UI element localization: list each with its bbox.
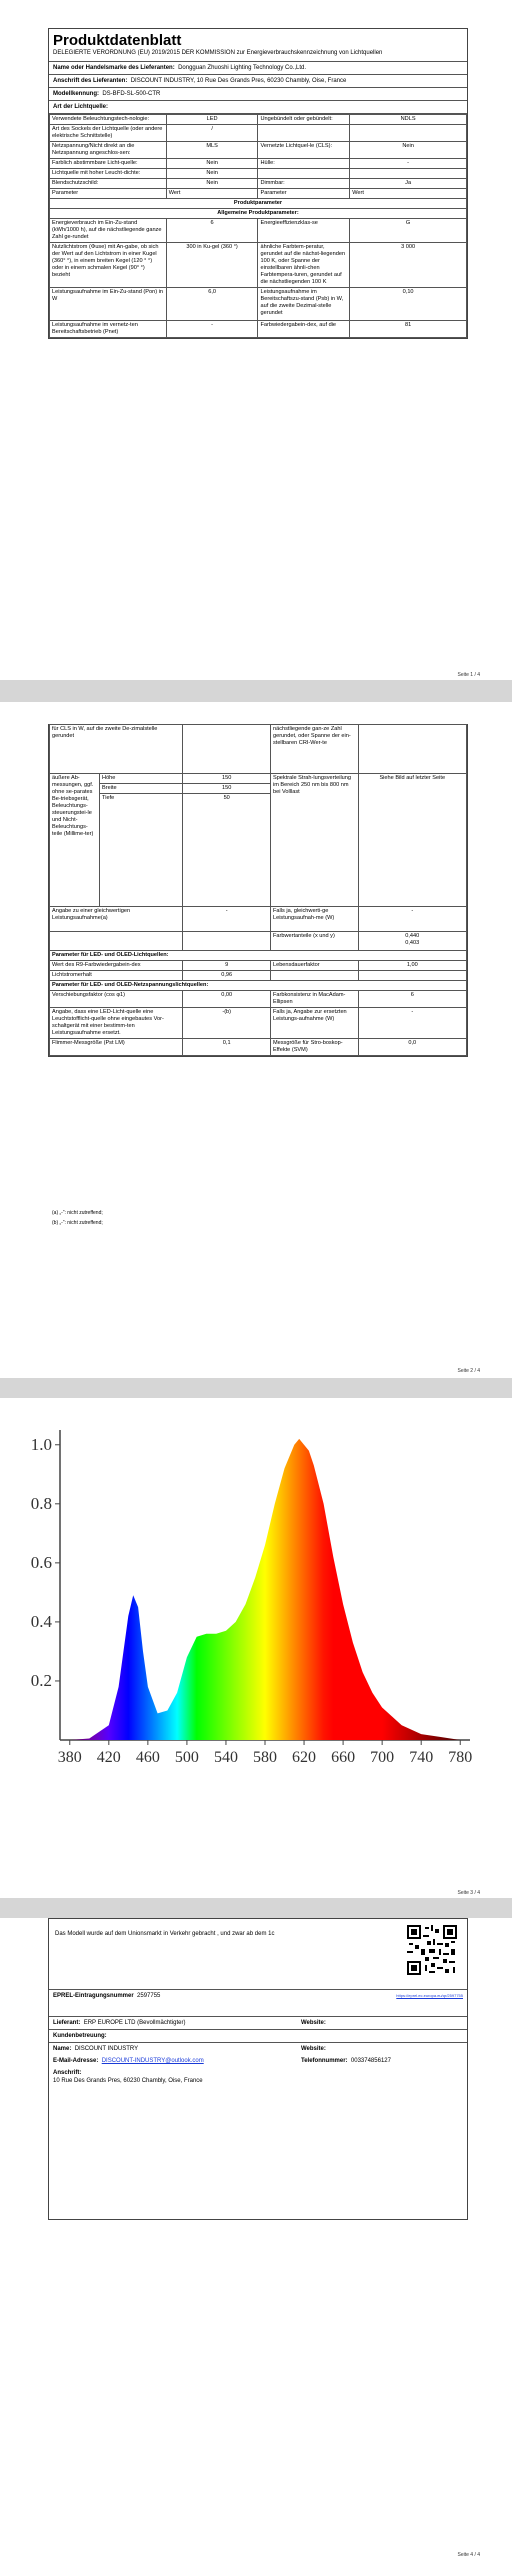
eprel-link[interactable]: https://eprel.ec.europa.eu/qr/2597755 [396,1993,463,1998]
spectrum-area [70,1439,460,1740]
table-row: Leistungsaufnahme im vernetz-ten Bereitschaftsbetrieb (Pnet) - Farbwiedergabein-dex, auf die 81 [50,321,467,338]
qr-code-icon [407,1925,457,1975]
section-header: Parameter für LED- und OLED-Netzspannungslichtquellen: [50,981,467,991]
page-1 [0,0,512,680]
table-row: Lichtstromerhalt 0,96 [50,971,467,981]
dimensions-row: äußere Ab-messungen, ggf. ohne se-parates Be-triebsgerät, Beleuchtungs-steuerungstei-le und Nicht-Beleuchtungs-teile (Millime-ter) Höhe 150 Spektrale Strah-lungsverteilung im Bereich 250 nm bis 800 nm bei Volllast Siehe Bild auf letzter Seite [50,774,467,784]
y-tick-label: 1.0 [30,1434,52,1454]
kundenbetreuung-header: Kundenbetreuung: [49,2030,467,2043]
section-header: Allgemeine Produktparameter: [50,209,467,219]
table-row: Angabe zu einer gleichwertigen Leistungsaufnahme(a) - Falls ja, gleichwerti-ge Leistungsaufnah-me (W) - [50,907,467,932]
y-tick-label: 0.2 [30,1670,52,1690]
table-row: Farblich abstimmbare Licht-quelle: Nein Hülle: - [50,159,467,169]
y-tick-label: 0.8 [30,1493,52,1513]
eprel-line: EPREL-Eintragungsnummer 2597755 https://eprel.ec.europa.eu/qr/2597755 [49,1989,467,2002]
name-line: Name: DISCOUNT INDUSTRY Website: [53,2046,326,2052]
page-number: Seite 4 / 4 [457,2552,480,2558]
page-number: Seite 3 / 4 [457,1890,480,1896]
table-row: Leistungsaufnahme im Ein-Zu-stand (Pon) in W 6,0 Leistungsaufnahme im Bereitschaftszu-stand (Psb) in W, auf die zweite Dezimal-stelle gerundet 0,10 [50,288,467,321]
x-tick-label: 700 [370,1749,395,1766]
table-row: Energieverbrauch im Ein-Zu-stand (kWh/1000 h), auf die nächstliegende ganze Zahl ge-rundet 6 Energieeffizienzklas-se G [50,219,467,243]
page-number: Seite 2 / 4 [457,1368,480,1374]
page-number: Seite 1 / 4 [457,672,480,678]
table-row: Wert des R9-Farbwiedergabein-dex 9 Lebensdauerfaktor 1,00 [50,961,467,971]
table-row: Art des Sockels der Lichtquelle (oder andere elektrische Schnittstelle) / [50,125,467,142]
table-row: Farbwertanteile (x und y) 0,440 0,403 [50,932,467,951]
type-table [49,114,467,338]
model-line: Modellkennung: DS-BFD-SL-500-CTR [49,88,467,101]
email-line: E-Mail-Adresse: DISCOUNT-INDUSTRY@outlook.com Telefonnummer: 003374856127 [53,2058,391,2064]
page-title: Produktdatenblatt [53,32,182,49]
dimensions-row: Tiefe 50 [50,794,467,907]
eprel-frame [48,1918,468,2220]
x-tick-label: 580 [253,1749,277,1766]
chart-marks [69,1438,461,1740]
x-tick-label: 500 [174,1749,199,1766]
x-tick-label: 460 [135,1749,160,1766]
section-header: Produktparameter [50,199,467,209]
table-row: Lichtquelle mit hoher Leucht-dichte: Nein [50,169,467,179]
x-tick-label: 540 [213,1749,238,1766]
lieferant-line: Lieferant: ERP EUROPE LTD (Bevollmächtigter) Website: [49,2016,467,2030]
spectrum-chart [0,1410,512,1770]
table-row: für CLS in W, auf die zweite De-zimalstelle gerundet nächstliegende gan-ze Zahl gerundet, oder Spanne der ein-stellbaren CRI-Wer-te [50,725,467,774]
page-4 [0,1918,512,2560]
address-line: Anschrift des Lieferanten: DISCOUNT INDUSTRY, 10 Rue Des Grands Pres, 60230 Chambly, Oise, France [49,75,467,88]
table-row: Verwendete Beleuchtungstech-nologie: LED Ungebündelt oder gebündelt: NDLS [50,115,467,125]
footnote-b: (b) „-“: nicht zutreffend; [52,1220,103,1226]
params-table-2 [49,724,467,1056]
regulation-text: DELEGIERTE VERORDNUNG (EU) 2019/2015 DER KOMMISSION zur Energieverbrauchskennzeichnung von Lichtquellen [53,50,383,56]
column-header-row: Parameter Wert Parameter Wert [50,189,467,199]
datasheet-frame-2 [48,724,468,1057]
x-tick-label: 740 [409,1749,434,1766]
email-link[interactable]: DISCOUNT-INDUSTRY@outlook.com [101,2058,204,2064]
table-row: Flimmer-Messgröße (Pst LM) 0,1 Messgröße für Stro-boskop-Effekte (SVM) 0,0 [50,1039,467,1056]
y-tick-label: 0.4 [30,1611,52,1631]
intro-text: Das Modell wurde auf dem Unionsmarkt in Verkehr gebracht , und zwar ab dem 1c [55,1931,275,1937]
page-2 [0,702,512,1378]
x-tick-label: 660 [331,1749,356,1766]
table-row: Netzspannung/Nicht direkt an die Netzspannung angeschlos-sen: MLS Vernetzte Lichtquel-le (CLS): Nein [50,142,467,159]
section-header: Parameter für LED- und OLED-Lichtquellen: [50,951,467,961]
supplier-line: Name oder Handelsmarke des Lieferanten: Dongguan Zhuoshi Lighting Technology Co.,Ltd. [49,61,467,75]
table-row: Verschiebungsfaktor (cos φ1) 0,00 Farbkonsistenz in MacAdam-Ellipsen 6 [50,991,467,1008]
footnote-a: (a) „-“: nicht zutreffend; [52,1210,103,1216]
x-tick-label: 620 [292,1749,317,1766]
table-row: Nutzlichtstrom (Φuse) mit An-gabe, ob sich der Wert auf den Lichtstrom in einer Kugel (360° °), in einem breiten Kegel (120 ° °) oder in einem schmalen Kegel (90° °) bezieht 300 in Ku-gel (360 °) ähnliche Farbtem-peratur, gerundet auf die nächst-liegenden 100 K, oder Spanne der einstellbaren ähnli-chen Farbtempera-turen, gerundet auf die nächstliegenden 100 K 3 000 [50,243,467,288]
y-tick-label: 0.6 [30,1552,52,1572]
table-row: Blendschutzschild: Nein Dimmbar: Ja [50,179,467,189]
table-row: Angabe, dass eine LED-Licht-quelle eine Leuchtstofflicht-quelle ohne eingebautes Vor-schaltgerät mit einer bestimm-ten Leistungsaufnahme ersetzt. -(b) Falls ja, Angabe zur ersetzten Leistungs-aufnahme (W) - [50,1008,467,1039]
type-header: Art der Lichtquelle: [49,101,467,114]
anschrift-line: Anschrift: 10 Rue Des Grands Pres, 60230 Chambly, Oise, France [53,2070,203,2084]
dimensions-row: Breite 150 [50,784,467,794]
datasheet-frame-1 [48,28,468,339]
page-3 [0,1398,512,1898]
x-tick-label: 780 [448,1749,473,1766]
x-tick-label: 420 [96,1749,121,1766]
x-tick-label: 380 [57,1749,82,1766]
